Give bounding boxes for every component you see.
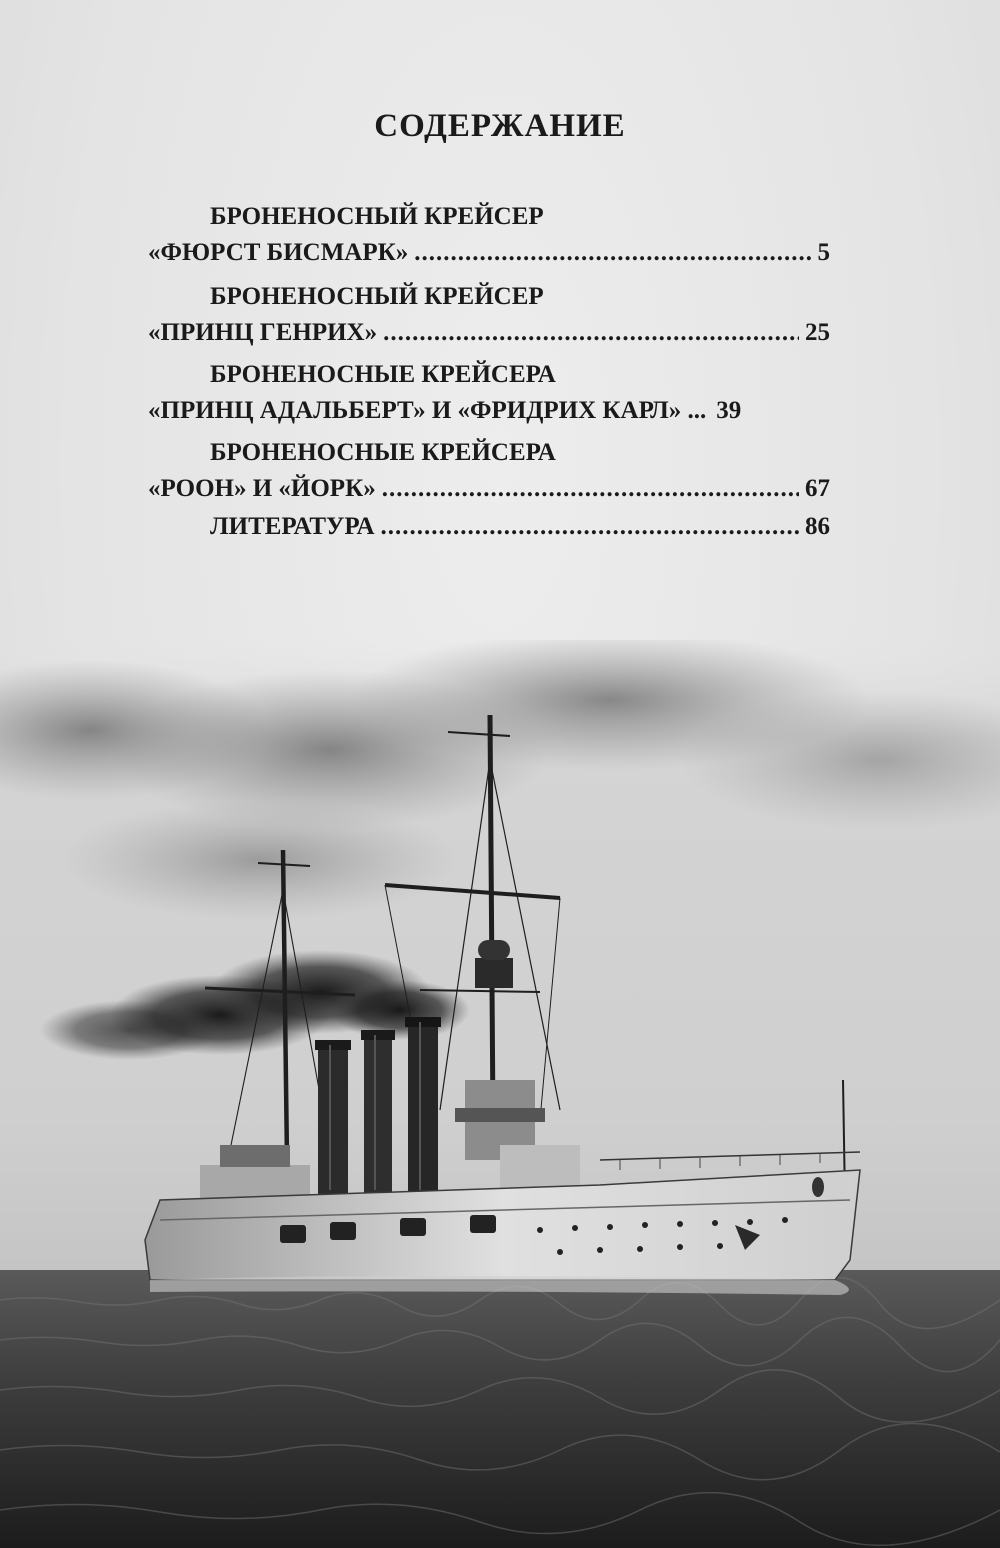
toc-page-number: 67 bbox=[805, 475, 830, 502]
toc-entry-name: «ПРИНЦ АДАЛЬБЕРТ» И «ФРИДРИХ КАРЛ» ... bbox=[148, 397, 707, 424]
toc-entry-heading: БРОНЕНОСНЫЙ КРЕЙСЕР bbox=[210, 283, 544, 310]
toc-entry-name: ЛИТЕРАТУРА bbox=[210, 513, 375, 540]
cruiser-photograph bbox=[0, 640, 1000, 1548]
toc-entry-line bbox=[210, 508, 830, 546]
toc-entry-line bbox=[148, 314, 830, 352]
toc-entry-name: «ПРИНЦ ГЕНРИХ» bbox=[148, 319, 378, 346]
toc-page-number: 39 bbox=[716, 397, 742, 424]
toc-entry-line bbox=[148, 234, 830, 272]
toc-title: СОДЕРЖАНИЕ bbox=[374, 108, 626, 144]
toc-entry-line bbox=[148, 392, 741, 430]
toc-entry-line bbox=[148, 470, 830, 508]
dot-leader bbox=[414, 234, 811, 272]
toc-entry-name: «РООН» И «ЙОРК» bbox=[148, 475, 376, 502]
toc-entry-heading: БРОНЕНОСНЫЕ КРЕЙСЕРА bbox=[210, 361, 556, 388]
dot-leader bbox=[381, 508, 799, 546]
toc-page-number: 25 bbox=[805, 319, 830, 346]
dot-leader bbox=[383, 314, 799, 352]
toc-entry-name: «ФЮРСТ БИСМАРК» bbox=[148, 239, 409, 266]
toc-entry-heading: БРОНЕНОСНЫЙ КРЕЙСЕР bbox=[210, 203, 544, 230]
toc-page-number: 86 bbox=[805, 513, 830, 540]
dot-leader bbox=[382, 470, 799, 508]
toc-entry-heading: БРОНЕНОСНЫЕ КРЕЙСЕРА bbox=[210, 439, 556, 466]
toc-page-number: 5 bbox=[817, 239, 830, 266]
